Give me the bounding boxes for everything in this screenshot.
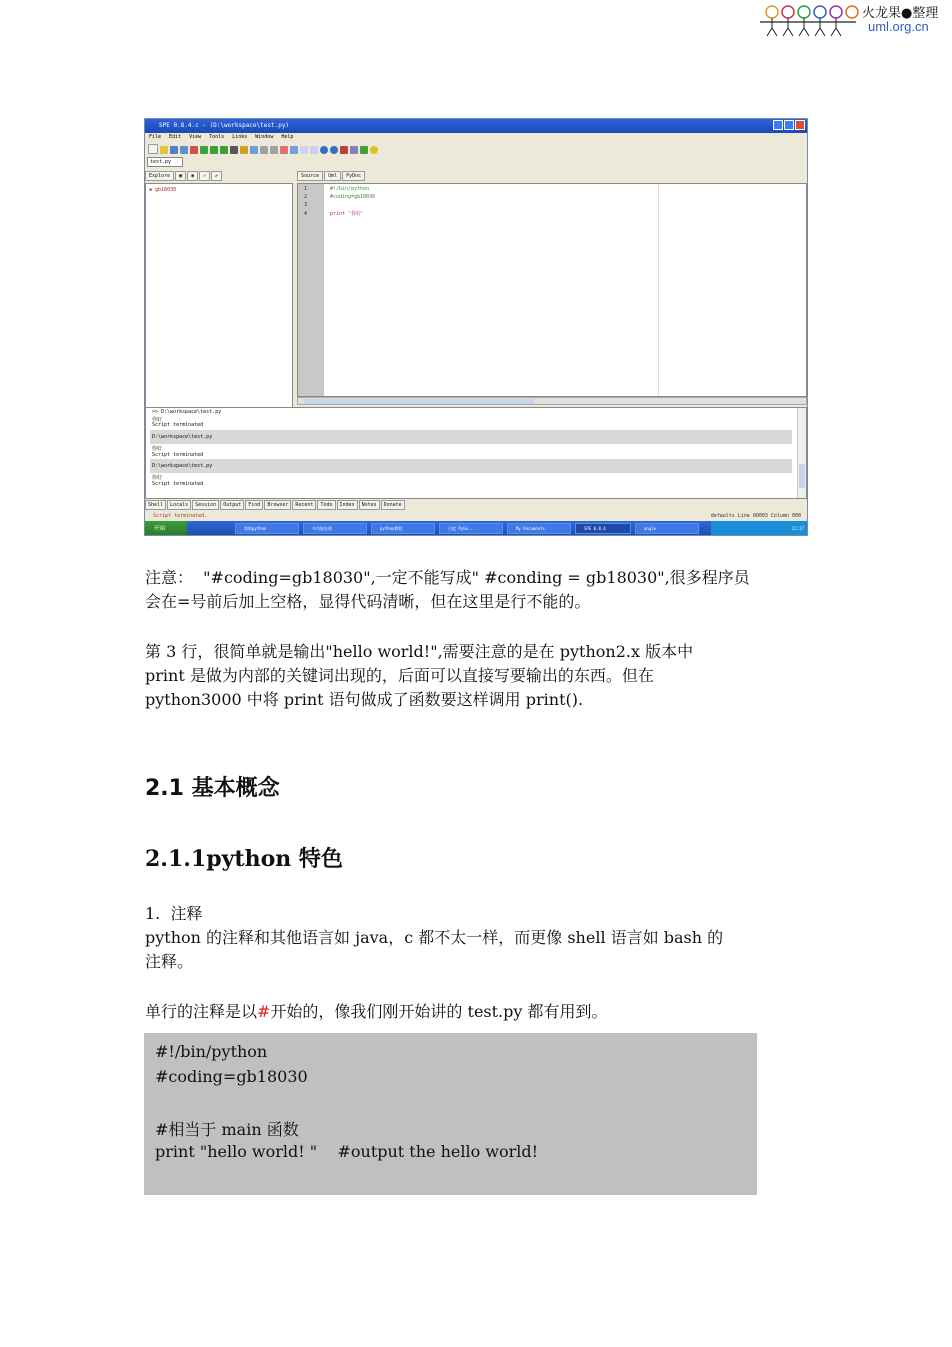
section-heading: 2.1 基本概念 [145,776,280,801]
menubar [145,133,807,142]
dedent-icon [270,146,278,154]
code-example [144,1033,757,1195]
code-line: 4 print '你好' [304,211,365,217]
file-tab: test.py [147,157,183,167]
check-icon [350,146,358,154]
tree-item: ✱ gb18030 [149,187,177,193]
status-right: defaults Line 00003 Column 000 [710,513,801,519]
output-line: 你好 [152,446,163,452]
save-icon [170,146,178,154]
logo-title: 火龙果●整理 [862,6,939,21]
taskbar-item: angle [635,523,699,534]
code-example-line: #coding=gb18030 [155,1067,308,1086]
output-line: Script terminated [152,422,204,428]
people-logo-icon [758,0,862,40]
subsection-heading: 2.1.1python 特色 [145,846,343,872]
toolbar [147,143,805,155]
menu-file: File [149,134,162,140]
lightning-icon [240,146,248,154]
menu-help: Help [281,134,294,140]
tab-left-4: ✓ [199,171,210,181]
logo-url: uml.org.cn [868,19,929,34]
taskbar-item: My Documents [507,523,571,534]
output-line: >> D:\workspace\test.py [152,409,222,415]
output-line: Script terminated [152,481,204,487]
menu-view: View [189,134,202,140]
tab-locals: Locals [167,500,191,510]
tab-left-2: ▣ [175,171,186,181]
stop-icon [340,146,348,154]
checkmark-icon [360,146,368,154]
menu-links: Links [232,134,248,140]
tab-left-3: ◉ [187,171,198,181]
debug2-icon [330,146,338,154]
output-line: D:\workspace\test.py [150,459,792,473]
tab-session: Session [192,500,219,510]
editor-hscroll [297,397,807,405]
editor-tabs [297,171,366,181]
view2-icon [310,146,318,154]
single-line-comment-paragraph: 单行的注释是以#开始的，像我们刚开始讲的 test.py 都有用到。 [145,1002,608,1021]
smiley-icon [370,146,378,154]
code-example-line: #相当于 main 函数 [155,1120,299,1139]
taskbar-item: SPE 0.8.4 [575,523,631,534]
tab-left-5: ✔ [211,171,222,181]
code-line: 2 #coding=gb18030 [304,194,376,200]
undo-icon [210,146,218,154]
window-titlebar [145,119,807,133]
output-line: 你好 [152,417,163,423]
tab-todo: Todo [317,500,335,510]
indent-icon [260,146,268,154]
code-line: 1 #!/bin/python [304,186,370,192]
browse-icon [250,146,258,154]
bottom-tabs [145,500,406,510]
code-example-line: #!/bin/python [155,1042,268,1061]
minimize-icon [773,120,783,130]
output-line: Script terminated [152,452,204,458]
open-icon [160,146,168,154]
tab-donate: Donate [381,500,405,510]
tab-uml: Uml [324,171,341,181]
item-comment: 1. 注释 python 的注释和其他语言如 java，c 都不太一样，而更像 shell 语言如 bash 的 注释。 [145,904,724,971]
tab-explore: Explore [145,171,174,181]
note-paragraph-2: 第 3 行，很简单就是输出"hello world!",需要注意的是在 python2.x 版本中 print 是做为内部的关键词出现的，后面可以直接写要输出的东西。但在 python3000 中将 print 语句做成了函数要这样调用 print(). [145,642,694,709]
note-paragraph-1: 注意： "#coding=gb18030",一定不能写成" #conding = gb18030",很多程序员 会在=号前后加上空格，显得代码清晰，但在这里是行不能的。 [145,568,750,611]
start-button: 开始 [145,521,187,536]
tab-browser: Browser [264,500,291,510]
code-example-line: print "hello world! " #output the hello world! [155,1142,539,1161]
taskbar-item: 我的python [235,523,299,534]
output-pane [145,407,807,499]
status-bar [145,512,807,520]
tab-source: Source [297,171,323,181]
comment-icon [280,146,288,154]
tab-output: Output [220,500,244,510]
taskbar-item: 多功能处理 [303,523,367,534]
uncomment-icon [290,146,298,154]
tab-notes: Notes [359,500,380,510]
run-icon [200,146,208,154]
spe-screenshot [144,118,808,536]
tab-find: Find [245,500,263,510]
system-tray [711,521,807,536]
header-logo [758,0,952,40]
taskbar-item: 百度 PyGo... [439,523,503,534]
output-vscroll [797,408,806,498]
close-icon [795,120,805,130]
output-line: 你好 [152,475,163,481]
status-left: Script terminated. [153,513,208,519]
tab-shell: Shell [145,500,166,510]
save-all-icon [180,146,188,154]
menu-tools: Tools [209,134,225,140]
clock: 22:27 [791,526,804,531]
tab-pydoc: PyDoc [342,171,365,181]
windows-taskbar [145,521,807,536]
redo-icon [220,146,228,154]
code-line: 3 [304,202,308,208]
find-icon [230,146,238,154]
debug-icon [320,146,328,154]
output-line: D:\workspace\test.py [150,430,792,444]
menu-edit: Edit [169,134,182,140]
explorer-pane [145,183,293,433]
tab-index: Index [337,500,358,510]
code-editor [297,183,807,397]
close-file-icon [190,146,198,154]
new-file-icon [148,144,158,154]
tab-recent: Recent [292,500,316,510]
view-icon [300,146,308,154]
left-pane-tabs [145,171,295,181]
maximize-icon [784,120,794,130]
window-title: SPE 0.8.4.c - (D:\workspace\test.py) [159,122,290,129]
taskbar-item: python教程 [371,523,435,534]
menu-window: Window [255,134,274,140]
